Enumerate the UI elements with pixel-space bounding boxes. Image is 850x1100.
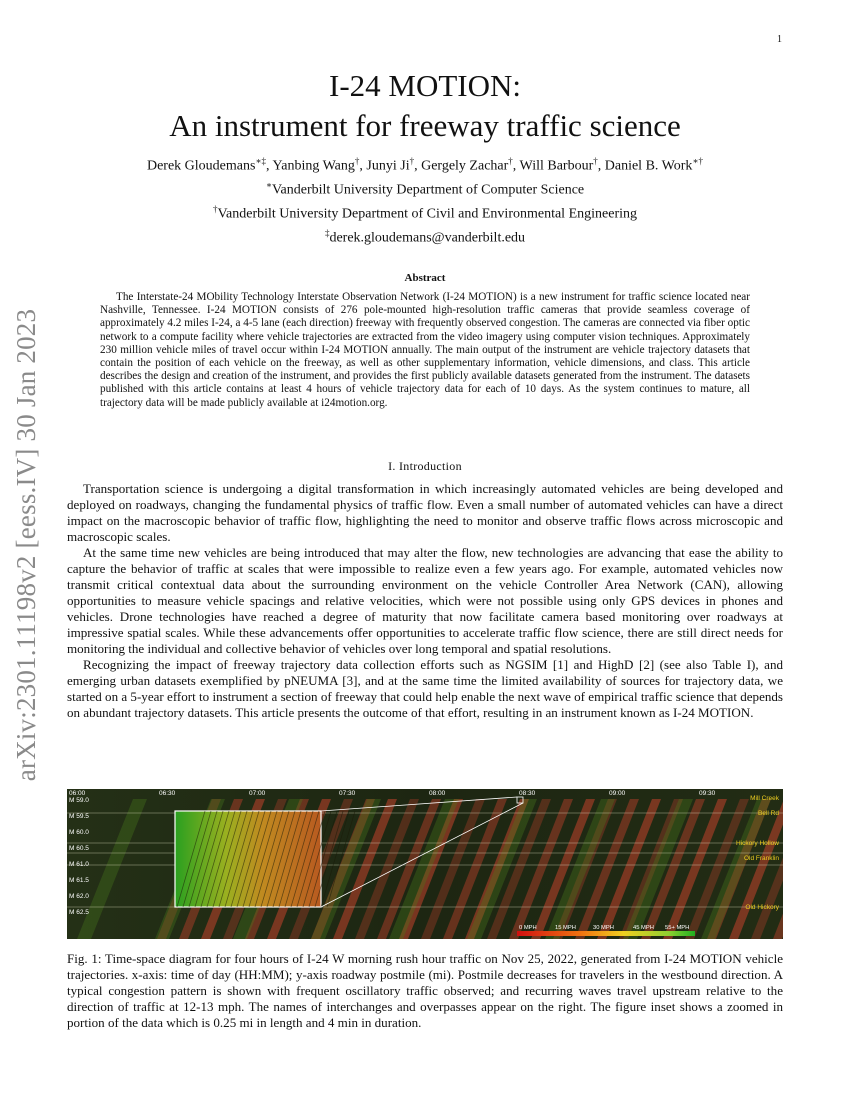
affiliation-mark: ‡ xyxy=(324,228,330,239)
time-label: 08:30 xyxy=(519,790,536,797)
affiliation-mark: † xyxy=(212,204,218,215)
author-mark: † xyxy=(354,156,360,166)
interchange-label: Hickory Hollow xyxy=(736,840,779,847)
speed-legend-label: 0 MPH xyxy=(519,925,537,931)
introduction-body xyxy=(67,481,783,721)
affiliation-line xyxy=(0,200,850,224)
affiliation-mark: ∗ xyxy=(265,180,272,191)
time-label: 09:30 xyxy=(699,790,716,797)
author-mark: † xyxy=(508,156,513,166)
postmile-label: M 59.0 xyxy=(69,797,89,804)
author-block xyxy=(0,152,850,249)
time-label: 06:00 xyxy=(69,790,86,797)
paragraph: At the same time new vehicles are being introduced that may alter the flow, new technologies are advancing that ease the ability to capture the behavior of traffic at scales that were impossible to realize even a few years ago. For example, automated vehicles now transmit critical contextual data about the surrounding environment on the vehicle Controller Area Network (CAN), allowing opportunities to measure vehicle spacings and relative velocities, which were not possible using only GPS devices in phones and vehicles. Drone technologies have reached a degree of maturity that now facilitate camera based monitoring over roadways at impressive spatial scales. While these advancements offer opportunities to accelerate traffic flow science, there are still direct needs for monitoring the individual and collective behavior of vehicles over long temporal and spatial resolutions. xyxy=(67,545,783,656)
postmile-label: M 61.0 xyxy=(69,861,89,868)
speed-legend-label: 30 MPH xyxy=(593,925,614,931)
postmile-label: M 62.5 xyxy=(69,909,89,916)
author-name: Derek Gloudemans xyxy=(146,158,256,174)
author-name: Will Barbour xyxy=(519,158,594,174)
time-label: 06:30 xyxy=(159,790,176,797)
author-email-line xyxy=(0,224,850,248)
affiliation-line xyxy=(0,176,850,200)
arxiv-identifier-stamp: arXiv:2301.11198v2 [eess.IV] 30 Jan 2023 xyxy=(11,308,41,782)
speed-legend-bar xyxy=(517,931,695,936)
paragraph: Recognizing the impact of freeway trajectory data collection efforts such as NGSIM [1] and HighD [2] (see also Table I), and emerging urban datasets exemplified by pNEUMA [3], and at the same time the limited availability of sources for trajectory data, we started on a 5-year effort to instrument a section of freeway that could help enable the next wave of empirical traffic science that depends on abundant trajectory datasets. This article presents the outcome of that effort, resulting in an instrument known as I-24 MOTION. xyxy=(67,657,783,720)
postmile-label: M 59.5 xyxy=(69,813,89,820)
abstract-heading: Abstract xyxy=(404,272,446,284)
paragraph: Transportation science is undergoing a digital transformation in which increasingly automated vehicles are being developed and deployed on roadways, changing the fundamental physics of traffic flow. Even a small number of automated vehicles can have a direct impact on the macroscopic behavior of traffic flow, highlighting the need to monitor and observe traffic flows across microscopic and macroscopic scales. xyxy=(67,481,783,544)
paper-title xyxy=(0,66,850,146)
postmile-label: M 61.5 xyxy=(69,877,89,884)
time-label: 08:00 xyxy=(429,790,446,797)
affiliation-text: Vanderbilt University Department of Civil and Environmental Engineering xyxy=(217,206,637,222)
interchange-label: Old Hickory xyxy=(745,904,779,911)
author-name: Junyi Ji xyxy=(366,158,410,174)
title-line-2: An instrument for freeway traffic science xyxy=(169,108,681,143)
page-number: 1 xyxy=(777,34,782,45)
speed-legend-label: 45 MPH xyxy=(633,925,654,931)
author-mark: † xyxy=(593,156,598,166)
author-mark: ∗† xyxy=(692,156,704,166)
time-label: 07:30 xyxy=(339,790,356,797)
author-mark: ∗‡ xyxy=(255,156,267,166)
author-name: Yanbing Wang xyxy=(272,158,355,174)
section-heading: I. Introduction xyxy=(388,459,462,473)
affiliation-text: Vanderbilt University Department of Computer Science xyxy=(271,182,585,198)
postmile-label: M 60.5 xyxy=(69,845,89,852)
postmile-label: M 60.0 xyxy=(69,829,89,836)
speed-legend-label: 15 MPH xyxy=(555,925,576,931)
time-label: 07:00 xyxy=(249,790,266,797)
interchange-label: Bell Rd xyxy=(758,810,779,817)
author-list: Derek Gloudemans∗‡, Yanbing Wang†, Junyi Ji†, Gergely Zachar†, Will Barbour†, Daniel B. Work∗† xyxy=(146,156,704,174)
author-mark: † xyxy=(409,156,415,166)
title-line-1: I-24 MOTION: xyxy=(329,68,521,103)
abstract-text: The Interstate-24 MObility Technology Interstate Observation Network (I-24 MOTION) is a new instrument for traffic science located near Nashville, Tennessee. I-24 MOTION consists of 276 pole-mounted high-resolution traffic cameras that provide seamless coverage of approximately 4.2 miles I-24, a 4-5 lane (each direction) freeway with frequently observed congestion. The cameras are connected via fiber optic network to a compute facility where vehicle trajectories are extracted from the video imagery using computer vision techniques. Approximately 230 million vehicle miles of travel occur within I-24 MOTION annually. The main output of the instrument are vehicle trajectory datasets that contain the position of each vehicle on the freeway, as well as other supplementary information, vehicle dimensions, and class. This article describes the design and creation of the instrument, and provides the first publicly available datasets generated from the instrument. The datasets published with this article contains at least 4 hours of vehicle trajectory data for each of 10 days. As the system continues to mature, all trajectory data will be made publicly available at i24motion.org. xyxy=(100,291,750,409)
postmile-label: M 62.0 xyxy=(69,893,89,900)
time-space-diagram xyxy=(67,789,783,939)
author-name: Gergely Zachar xyxy=(421,158,509,174)
time-space-diagram-figure xyxy=(67,789,783,939)
author-email: derek.gloudemans@vanderbilt.edu xyxy=(329,231,526,247)
interchange-label: Mill Creek xyxy=(750,795,779,802)
figure-caption: Fig. 1: Time-space diagram for four hours of I-24 W morning rush hour traffic on Nov 25, 2022, generated from I-24 MOTION vehicle trajectories. x-axis: time of day (HH:MM); y-axis roadway postmile (mi). Postmile decreases for travelers in the westbound direction. A typical congestion pattern is shown with frequent oscillatory traffic observed; and recurring waves travel upstream relative to the direction of traffic at 12-13 mph. The names of interchanges and overpasses appear on the right. The figure inset shows a zoomed in portion of the data which is 0.25 mi in length and 4 min in duration. xyxy=(67,951,783,1030)
speed-legend-label: 55+ MPH xyxy=(665,925,690,931)
author-name: Daniel B. Work xyxy=(604,158,693,174)
time-label: 09:00 xyxy=(609,790,626,797)
interchange-label: Old Franklin xyxy=(743,855,779,862)
